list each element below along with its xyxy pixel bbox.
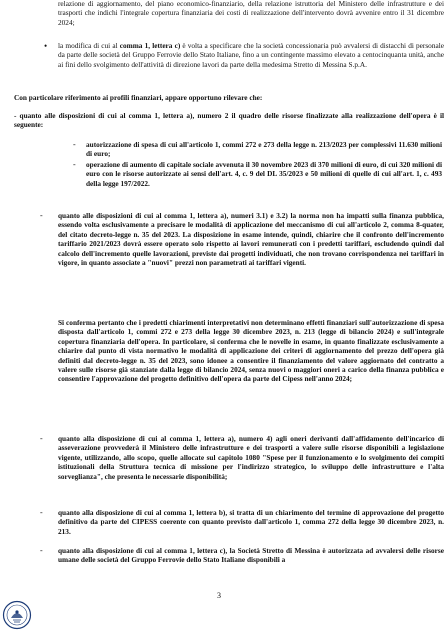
list-dash: -: [40, 508, 43, 517]
paragraph-number-4: quanto alla disposizione di cui al comma 1, lettera a), numero 4) agli oneri derivanti dall'affidamento dell'incarico di asseverazione provvederà il Ministero delle infrastrutture e dei trasporti a valere sulle risorse disponibili a legislazione vigente, utilizzando, allo scopo, quelle allocate sul capitolo 1080 "Spese per il funzionamento e lo svolgimento dei compiti istituzionali della Struttura tecnica di missione per l'indirizzo strategico, lo sviluppo delle infrastrutture e l'alta sorveglianza", che presenta le necessarie disponibilità;: [58, 434, 444, 481]
page-number: 3: [217, 591, 221, 600]
paragraph-letter-c: quanto alla disposizione di cui al comma 1, lettera c), la Società Stretto di Messina è autorizzata ad avvalersi delle risorse umane delle società del Gruppo Ferrovie dello Stato Italiane disponibili a: [58, 546, 444, 565]
list-dash: -: [40, 546, 43, 555]
sub-item-capital-increase: operazione di aumento di capitale sociale avvenuta il 30 novembre 2023 di 370 milioni di euro, di cui 320 milioni di euro con le risorse autorizzate ai sensi dell'art. 4, c. 9 del DL 35/2023 e 50 milioni di quelle di cui all'art. 1, c. 493 della legge 197/2022.: [86, 160, 442, 188]
bullet1-text-bold: comma 1, lettera c): [119, 41, 181, 50]
list-dash: -: [40, 434, 43, 443]
paragraph-numbers-3-1-3-2: quanto alle disposizioni di cui al comma 1, lettera a), numeri 3.1) e 3.2) la norma non ha impatti sulla finanza pubblica, essendo volta esclusivamente a precisare le modalità di applicazione del meccanismo di cui all'articolo 2, comma 8-quater, del citato decreto-legge n. 35 del 2023. La disposizione in esame intende, quindi, chiarire che il confronto dell'incremento tariffario 2021/2023 dovrà essere operato solo rispetto ai lavori remunerati con i predetti tariffari, escludendo quindi dal calcolo dell'incremento quelle lavorazioni, previste dai progetti individuati, che non trovano corrispondenza nei tariffari in vigore, in quanto associate a "nuovi" prezzi non parametrati ai tariffari vigenti.: [58, 211, 444, 268]
sub-dash: -: [73, 160, 76, 169]
sub-item-spending-authorization: autorizzazione di spesa di cui all'articolo 1, commi 272 e 273 della legge n. 213/2023 per complessivi 11.630 milioni di euro;: [86, 140, 442, 159]
paragraph-confirmation: Si conferma pertanto che i predetti chiarimenti interpretativi non determinano effetti finanziari sull'autorizzazione di spesa disposta dall'articolo 1, commi 272 e 273 della legge 30 dicembre 2023, n. 213 (legge di bilancio 2024) e sull'integrale copertura finanziaria dell'opera. In particolare, si conferma che le novelle in esame, in quanto finalizzate esclusivamente a chiarire dal punto di vista normativo le modalità di applicazione dei criteri di aggiornamento del prezzo dell'opera già definiti dal decreto-legge n. 35 del 2023, sono idonee a consentire il finanziamento del valore aggiornato del contratto a valere sulle risorse già stanziate dalla legge di bilancio 2024, senza nuovi o maggiori oneri a carico della finanza pubblica e consentire l'approvazione del progetto definitivo dell'opera da parte del Cipess nell'anno 2024;: [58, 318, 444, 384]
top-paragraph: relazione di aggiornamento, del piano economico-finanziario, della relazione istruttoria del Ministero delle infrastrutture e dei trasporti che indichi l'integrale copertura finanziaria dei costi di realizzazione dell'intervento dovrà avvenire entro il 31 dicembre 2024;: [58, 0, 444, 27]
bullet1-text-post: è volta a specificare che la società concessionaria può avvalersi di distacchi di personale da parte delle società del Gruppo Ferrovie dello Stato Italiane, fino a un contingente massimo elevato a centocinquanta unità, anche ai fini dello svolgimento dell'attività di direzione lavori da parte della medesima Stretto di Messina S.p.A.: [58, 41, 444, 69]
sub-dash: -: [73, 140, 76, 149]
bullet1-text-pre: la modifica di cui al: [58, 41, 120, 50]
bullet-marker: •: [44, 41, 48, 51]
item-comma1-a-num2: - quanto alle disposizioni di cui al comma 1, lettera a), numero 2 il quadro delle risorse finalizzate alla realizzazione dell'opera è il seguente:: [14, 111, 444, 130]
financial-heading: Con particolare riferimento ai profili finanziari, appare opportuno rilevare che:: [14, 93, 263, 102]
official-seal-icon: [2, 600, 32, 630]
bullet-paragraph-comma1-c: [58, 41, 444, 69]
paragraph-letter-b: quanto alla disposizione di cui al comma 1, lettera b), si tratta di un chiarimento del termine di approvazione del progetto definitivo da parte del CIPESS coerente con quanto previsto dall'articolo 1, comma 272 della legge 30 dicembre 2023, n. 213.: [58, 508, 444, 536]
list-dash: -: [40, 211, 43, 220]
